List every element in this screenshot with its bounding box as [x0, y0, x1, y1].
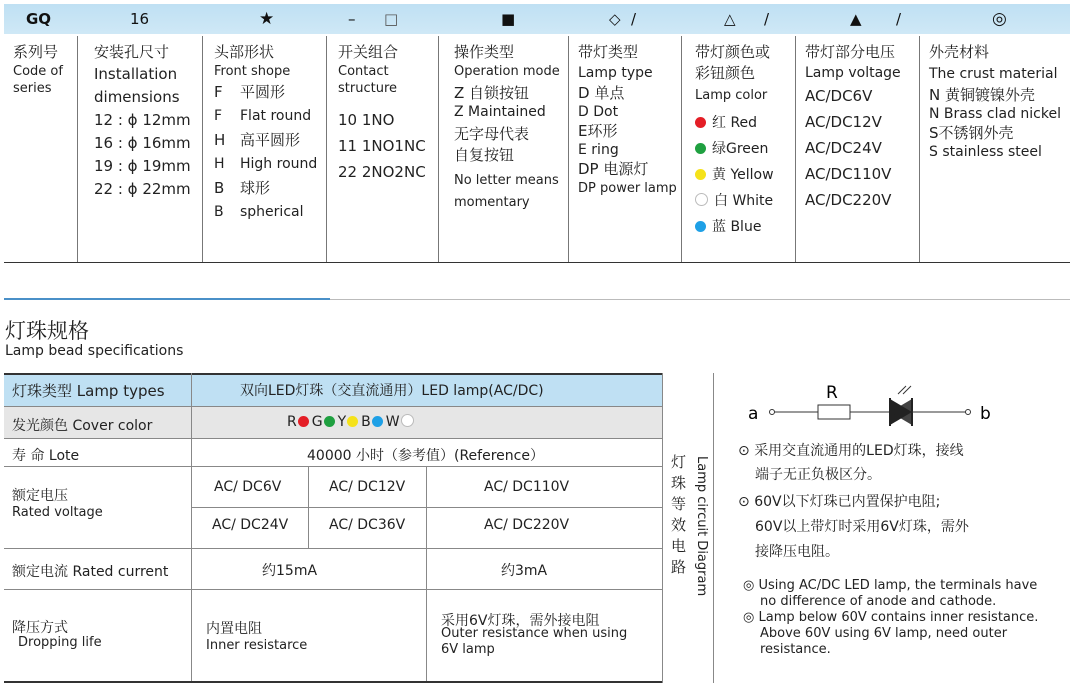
- code-strip: [4, 4, 1070, 34]
- head-shape-code: B: [214, 179, 225, 197]
- cover-color-label: 发光颜色 Cover color: [12, 418, 153, 434]
- lamp-type-item: E ring: [578, 142, 619, 158]
- note-cn-1: [738, 440, 964, 460]
- bullet-icon: ⊙: [738, 443, 755, 459]
- contact-title-en1: Contact: [338, 64, 389, 79]
- lamp-type-item: DP 电源灯: [578, 160, 649, 178]
- operation-item: Z Maintained: [454, 104, 546, 120]
- dropping-v1-cn: 内置电阻: [206, 621, 262, 637]
- head-shape-item: [214, 200, 326, 224]
- dropping-v1-en: Inner resistarce: [206, 638, 308, 653]
- color-dot-icon: [695, 143, 706, 154]
- note-en-3: [743, 610, 1038, 625]
- circuit-b-label: b: [980, 404, 991, 424]
- voltage-item: AC/DC6V: [805, 87, 873, 105]
- voltage-item: AC/DC12V: [805, 113, 882, 131]
- cover-color-dot-icon: [372, 416, 383, 427]
- note-cn-text: 采用交直流通用的LED灯珠，接线: [754, 443, 964, 459]
- lamp-color-text: 红 Red: [712, 115, 758, 131]
- note-cn-3: [738, 491, 940, 511]
- head-shape-item: [214, 128, 326, 152]
- dropping-label-en: Dropping life: [18, 635, 102, 650]
- note-en-5: resistance.: [760, 642, 831, 657]
- options-table: [4, 36, 1070, 263]
- operation-item: Z 自锁按钮: [454, 84, 530, 102]
- code-shell-circle: ◎: [992, 9, 1007, 29]
- shell-item: S stainless steel: [929, 144, 1042, 160]
- code-color-triangle: △: [724, 10, 736, 28]
- cover-color-letter: Y: [337, 414, 347, 430]
- bidirectional-led-icon: [890, 386, 912, 426]
- cover-color-letter: W: [385, 414, 400, 430]
- lote-value: 40000 小时（参考值）(Reference）: [307, 448, 544, 464]
- col-dimensions: [78, 36, 203, 262]
- color-dot-icon: [695, 117, 706, 128]
- cover-color-letter: B: [361, 414, 371, 430]
- head-shape-text: 球形: [240, 179, 271, 197]
- lamp-color-title-cn2: 彩钮颜色: [695, 64, 756, 82]
- lamp-types-value: 双向LED灯珠（交直流通用）LED lamp(AC/DC): [240, 383, 544, 399]
- diagram-label-cn: 灯珠等效电路: [671, 453, 687, 576]
- head-shape-code: B: [214, 204, 224, 220]
- head-shape-text: 平圆形: [240, 83, 286, 101]
- lamp-color-title-cn1: 带灯颜色或: [695, 43, 771, 61]
- lamp-type-item: DP power lamp: [578, 181, 677, 196]
- note-cn-4: 60V以上带灯时采用6V灯珠，需外: [755, 519, 969, 535]
- note-cn-text: 60V以下灯珠已内置保护电阻;: [754, 494, 941, 510]
- lamp-color-item: [695, 162, 795, 188]
- cover-color-dot-icon: [401, 414, 414, 427]
- voltage-item: AC/DC220V: [805, 191, 892, 209]
- bead-section-title-en: Lamp bead specifications: [5, 343, 184, 359]
- rated-voltage-r2c3: AC/ DC220V: [484, 517, 570, 533]
- lamp-type-item: E环形: [578, 122, 618, 140]
- dropping-v2-en2: 6V lamp: [441, 642, 495, 657]
- lamp-color-item: [695, 214, 795, 240]
- lamp-type-title-en: Lamp type: [578, 65, 653, 81]
- circle-bullet-icon: ◎: [743, 578, 759, 593]
- resistor-icon: [818, 405, 850, 419]
- voltage-title-en: Lamp voltage: [805, 65, 901, 81]
- lamp-color-text: 绿Green: [712, 141, 769, 157]
- rated-current-v1: 约15mA: [262, 563, 318, 579]
- voltage-title-cn: 带灯部分电压: [805, 43, 896, 61]
- head-shape-code: H: [214, 131, 226, 149]
- head-shape-text: 高平圆形: [240, 131, 301, 149]
- code-head-star: ★: [259, 9, 275, 29]
- code-voltage-triangle: ▲: [850, 10, 862, 28]
- dimensions-title-cn: 安装孔尺寸: [94, 43, 170, 61]
- dimension-item: 22 : ϕ 22mm: [94, 180, 191, 198]
- lamp-color-item: [695, 188, 795, 214]
- lamp-type-item: D Dot: [578, 104, 619, 120]
- code-slash-3: /: [896, 10, 902, 28]
- note-en-2: no difference of anode and cathode.: [760, 594, 997, 609]
- col-lamp-voltage: [796, 36, 920, 262]
- note-en-text: Lamp below 60V contains inner resistance.: [758, 610, 1039, 625]
- shell-item: S不锈钢外壳: [929, 124, 1014, 142]
- lamp-circuit-diagram: [740, 378, 1000, 432]
- rated-voltage-r2c1: AC/ DC24V: [212, 517, 289, 533]
- lamp-color-text: 白 White: [714, 193, 774, 209]
- terminal-b: [966, 410, 971, 415]
- operation-item: momentary: [454, 195, 530, 210]
- contact-title-en2: structure: [338, 81, 397, 96]
- rated-voltage-r1c2: AC/ DC12V: [329, 479, 406, 495]
- series-title-en2: series: [13, 81, 52, 96]
- dimensions-title-en2: dimensions: [94, 88, 180, 106]
- dropping-label-cn: 降压方式: [12, 620, 68, 636]
- dimension-item: 19 : ϕ 19mm: [94, 157, 191, 175]
- head-shape-text: High round: [240, 156, 318, 172]
- diagram-border-left: [662, 373, 663, 683]
- col-head-shape: [203, 36, 327, 262]
- col-contact: [327, 36, 439, 262]
- lamp-color-text: 黄 Yellow: [712, 167, 774, 183]
- shell-title-en: The crust material: [929, 66, 1058, 82]
- operation-title-cn: 操作类型: [454, 43, 515, 61]
- operation-item: 自复按钮: [454, 146, 515, 164]
- voltage-item: AC/DC110V: [805, 165, 892, 183]
- shell-title-cn: 外壳材料: [929, 43, 990, 61]
- head-shape-item: [214, 152, 326, 176]
- operation-item: No letter means: [454, 173, 559, 188]
- rated-voltage-r1c3: AC/ DC110V: [484, 479, 570, 495]
- note-cn-5: 接降压电阻。: [755, 544, 839, 560]
- diagram-label-en: Lamp circuit Diagram: [694, 456, 709, 597]
- head-shape-item: [214, 80, 326, 104]
- section-divider: [330, 299, 1070, 300]
- series-title-cn: 系列号: [13, 43, 59, 61]
- code-contact-square: □: [384, 10, 399, 28]
- rated-voltage-label-en: Rated voltage: [12, 505, 103, 520]
- dropping-v2-en1: Outer resistance when using: [441, 626, 628, 641]
- note-cn-2: 端子无正负极区分。: [755, 467, 881, 483]
- shell-item: N 黄铜镀镍外壳: [929, 86, 1035, 104]
- rated-current-label: 额定电流 Rated current: [12, 564, 169, 580]
- color-dot-icon: [695, 193, 708, 206]
- head-shape-text: Flat round: [240, 108, 312, 124]
- operation-item: 无字母代表: [454, 125, 530, 143]
- diagram-border: [713, 373, 714, 683]
- circle-bullet-icon: ◎: [743, 610, 759, 625]
- shell-item: N Brass clad nickel: [929, 106, 1061, 122]
- cover-color-values: [287, 414, 417, 430]
- code-slash-1: /: [631, 10, 637, 28]
- bead-section-title-cn: 灯珠规格: [5, 319, 89, 343]
- lamp-color-item: [695, 110, 795, 136]
- cover-color-dot-icon: [347, 416, 358, 427]
- head-title-en: Front shope: [214, 64, 291, 79]
- contact-title-cn: 开关组合: [338, 43, 399, 61]
- contact-item: 11 1NO1NC: [338, 137, 426, 155]
- col-operation: [439, 36, 569, 262]
- head-shape-item: [214, 176, 326, 200]
- dimension-item: 16 : ϕ 16mm: [94, 134, 191, 152]
- note-en-4: Above 60V using 6V lamp, need outer: [760, 626, 1008, 641]
- head-shape-code: F: [214, 108, 223, 124]
- lamp-color-item: [695, 136, 795, 162]
- head-shape-code: F: [214, 83, 223, 101]
- terminal-a: [770, 410, 775, 415]
- note-en-text: Using AC/DC LED lamp, the terminals have: [758, 578, 1038, 593]
- dimensions-title-en1: Installation: [94, 65, 178, 83]
- lote-label: 寿 命 Lote: [12, 448, 80, 464]
- head-shape-code: H: [214, 156, 225, 172]
- rated-current-v2: 约3mA: [501, 563, 548, 579]
- lamp-type-title-cn: 带灯类型: [578, 43, 639, 61]
- bullet-icon: ⊙: [738, 494, 755, 510]
- rated-voltage-r1c1: AC/ DC6V: [214, 479, 282, 495]
- spec-table: [4, 373, 662, 683]
- lamp-types-label: 灯珠类型 Lamp types: [12, 382, 165, 400]
- rated-voltage-label-cn: 额定电压: [12, 488, 68, 504]
- operation-title-en: Operation mode: [454, 64, 560, 79]
- note-en-1: [743, 578, 1037, 593]
- cover-color-letter: G: [311, 414, 323, 430]
- dimension-item: 12 : ϕ 12mm: [94, 111, 191, 129]
- col-shell: [920, 36, 1070, 262]
- cover-color-letter: R: [287, 414, 297, 430]
- contact-item: 22 2NO2NC: [338, 163, 426, 181]
- cover-color-dot-icon: [298, 416, 309, 427]
- code-operation-square: ■: [501, 10, 516, 28]
- code-dash: –: [348, 10, 356, 28]
- dropping-v2-cn: 采用6V灯珠，需外接电阻: [441, 613, 600, 629]
- head-shape-text: spherical: [240, 204, 304, 220]
- voltage-item: AC/DC24V: [805, 139, 882, 157]
- lamp-color-title-en: Lamp color: [695, 88, 768, 103]
- circuit-r-label: R: [826, 383, 838, 403]
- contact-item: 10 1NO: [338, 111, 395, 129]
- rated-voltage-r2c2: AC/ DC36V: [329, 517, 406, 533]
- col-lamp-color: [682, 36, 796, 262]
- code-slash-2: /: [764, 10, 770, 28]
- code-lamp-diamond: ◇: [609, 10, 621, 28]
- circuit-a-label: a: [748, 404, 759, 424]
- color-dot-icon: [695, 169, 706, 180]
- head-shape-item: [214, 104, 326, 128]
- series-title-en1: Code of: [13, 64, 63, 79]
- color-dot-icon: [695, 221, 706, 232]
- code-dimension: 16: [130, 10, 150, 28]
- col-lamp-type: [569, 36, 682, 262]
- head-title-cn: 头部形状: [214, 43, 275, 61]
- cover-color-dot-icon: [324, 416, 335, 427]
- code-series: GQ: [26, 10, 52, 28]
- lamp-color-text: 蓝 Blue: [712, 219, 762, 235]
- col-series: [4, 36, 78, 262]
- section-divider-accent: [4, 298, 330, 300]
- lamp-type-item: D 单点: [578, 84, 625, 102]
